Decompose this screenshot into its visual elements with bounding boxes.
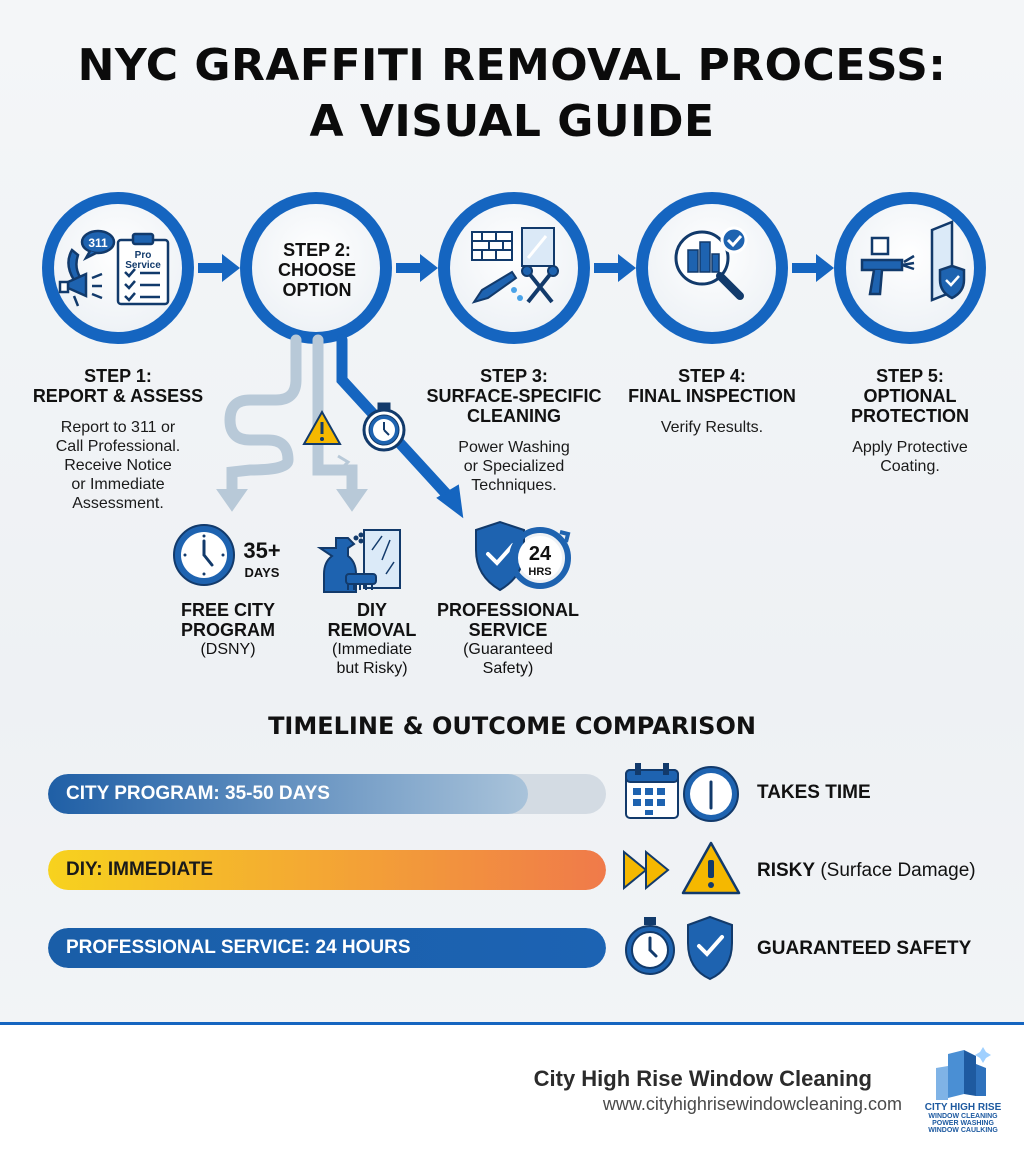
step-1-head-1: STEP 1:	[84, 366, 152, 386]
step-1-desc-line: Call Professional.	[55, 438, 181, 455]
step-2-label	[262, 240, 372, 300]
step-5-desc-line: Apply Protective	[852, 439, 968, 456]
step-2-head-1: STEP 2:	[283, 240, 351, 260]
title-line-2: A VISUAL GUIDE	[309, 96, 715, 147]
step-1-description	[18, 418, 218, 513]
option-1-badge-small: DAYS	[244, 565, 280, 580]
step-1-text	[18, 366, 218, 513]
step-1-desc-line: Receive Notice	[64, 457, 172, 474]
fast-forward-icon	[624, 852, 668, 888]
city-program-result	[757, 782, 871, 804]
diy-result-normal: (Surface Damage)	[815, 860, 976, 881]
step-1-desc-line: Assessment.	[72, 495, 164, 512]
step-4-description	[612, 418, 812, 437]
professional-result	[757, 938, 971, 960]
step-3-head-3: CLEANING	[467, 406, 561, 426]
company-logo	[918, 1046, 1008, 1136]
professional-bar	[48, 928, 606, 968]
option-2-head-2: REMOVAL	[327, 620, 417, 640]
building-logo-icon	[936, 1047, 991, 1100]
step-3-head-1: STEP 3:	[480, 366, 548, 386]
option-1-head-2: PROGRAM	[181, 620, 275, 640]
brand-url[interactable]: www.cityhighrisewindowcleaning.com	[602, 1094, 902, 1114]
option-3-head-1: PROFESSIONAL	[436, 600, 579, 620]
diy-bar-label: DIY: IMMEDIATE	[66, 859, 214, 880]
calendar-icon	[626, 764, 678, 818]
step-1-desc-line: or Immediate	[71, 476, 165, 493]
step-3-circle	[438, 192, 590, 344]
option-3-sub: Safety)	[482, 660, 534, 677]
option-1-head-1: FREE CITY	[180, 600, 275, 620]
comparison-clock-icon	[684, 767, 738, 821]
warning-icon	[683, 843, 739, 893]
diy-result	[757, 860, 976, 882]
step-5-head-2: OPTIONAL	[863, 386, 957, 406]
option-2-sub: but Risky)	[336, 660, 408, 677]
step-3-desc-line: Power Washing	[458, 439, 570, 456]
logo-line-4: WINDOW CAULKING	[928, 1127, 998, 1134]
step-5-description	[810, 438, 1010, 476]
step-4-head-1: STEP 4:	[678, 366, 746, 386]
city-program-result-bold: TAKES TIME	[757, 782, 871, 803]
step-5-head-1: STEP 5:	[876, 366, 944, 386]
professional-bar-label: PROFESSIONAL SERVICE: 24 HOURS	[66, 937, 411, 958]
step-5-text	[810, 366, 1010, 476]
icon-clipboard-text-2: Service	[125, 260, 161, 271]
spray-bottle-brush-icon	[320, 530, 400, 592]
diy-bar	[48, 850, 606, 890]
icon-311-text: 311	[88, 236, 108, 250]
option-2-head-1: DIY	[356, 600, 387, 620]
logo-line-3: POWER WASHING	[932, 1120, 994, 1127]
option-3-text	[428, 600, 588, 678]
step-3-description	[414, 438, 614, 495]
step-5-head-3: PROTECTION	[850, 406, 969, 426]
diy-result-bold: RISKY	[757, 860, 816, 881]
logo-line-1: CITY HIGH RISE	[924, 1102, 1002, 1113]
step-3-desc-line: Techniques.	[471, 477, 557, 494]
option-3-badge-big: 24	[528, 543, 552, 565]
title-line-1: NYC GRAFFITI REMOVAL PROCESS:	[77, 40, 947, 91]
comparison-title: TIMELINE & OUTCOME COMPARISON	[268, 712, 756, 740]
city-program-bar-label: CITY PROGRAM: 35-50 DAYS	[66, 783, 330, 804]
step-4-text	[612, 366, 812, 437]
logo-line-2: WINDOW CLEANING	[928, 1113, 998, 1120]
option-1-badge-big: 35+	[243, 538, 281, 563]
shield-check-icon	[476, 522, 524, 590]
step-4-desc-line: Verify Results.	[660, 419, 764, 436]
option-3-badge-small: HRS	[528, 566, 552, 578]
step-2-head-2: CHOOSE	[277, 260, 356, 280]
clock-icon	[174, 525, 234, 585]
step-4-head-2: FINAL INSPECTION	[628, 386, 796, 406]
step-1-desc-line: Report to 311 or	[60, 419, 176, 436]
step-3-head-2: SURFACE-SPECIFIC	[426, 386, 602, 406]
option-1-text	[148, 600, 308, 659]
professional-result-bold: GUARANTEED SAFETY	[757, 938, 972, 959]
icon-clipboard-text-1: Pro	[134, 250, 152, 261]
city-program-bar	[48, 774, 606, 814]
option-2-sub: (Immediate	[331, 641, 413, 658]
step-3-desc-line: or Specialized	[463, 458, 565, 475]
step-3-text	[414, 366, 614, 495]
stopwatch-icon	[626, 918, 674, 974]
step-2-head-3: OPTION	[282, 280, 352, 300]
option-3-head-2: SERVICE	[468, 620, 548, 640]
step-5-desc-line: Coating.	[880, 458, 940, 475]
option-3-sub: (Guaranteed	[463, 641, 553, 658]
brand-name: City High Rise Window Cleaning	[533, 1066, 872, 1091]
step-1-head-2: REPORT & ASSESS	[32, 386, 204, 406]
comparison-shield-check-icon	[688, 917, 732, 979]
option-1-sub: (DSNY)	[200, 641, 256, 658]
